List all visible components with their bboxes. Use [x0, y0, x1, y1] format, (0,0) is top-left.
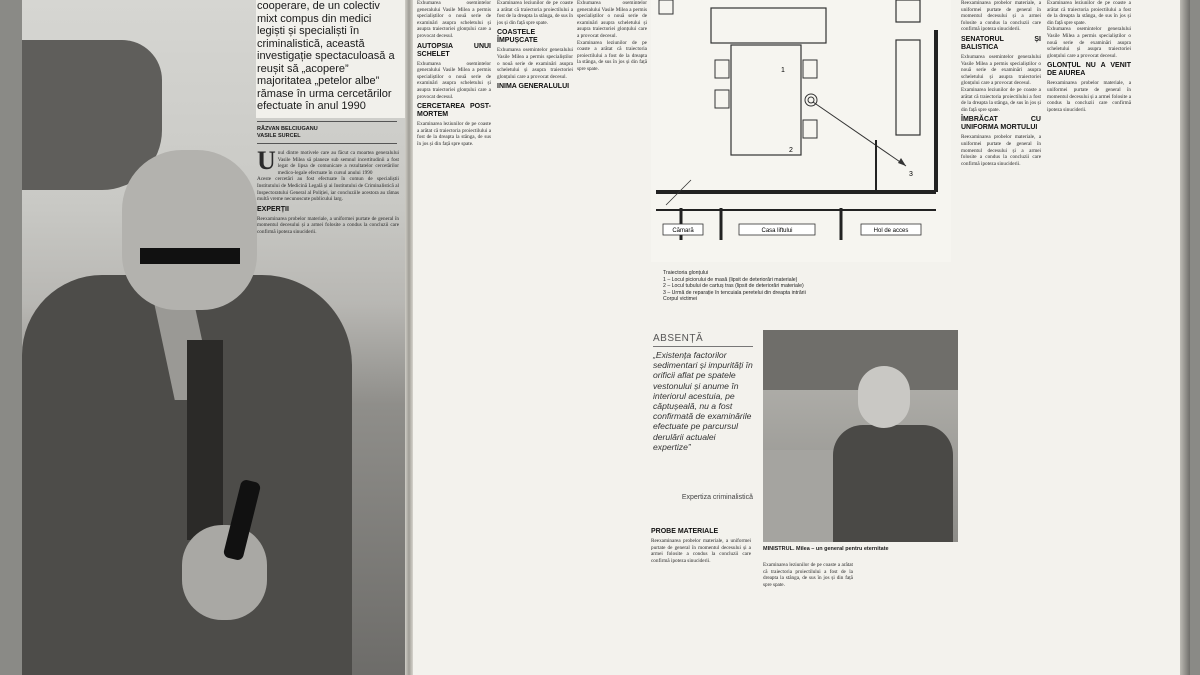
- censor-bar: [140, 248, 240, 264]
- bylines: [257, 126, 318, 140]
- subhead-ribs: COASTELE ÎMPUȘCATE: [497, 29, 538, 45]
- body-text: Exhumarea osemintelor generalului Vasile Milea a permis specialiștilor o nouă serie de examinări asupra scheletului și asupra traiectoriei glonțului care a provocat decesul.: [1047, 26, 1131, 59]
- subhead-uniform: ÎMBRĂCAT CU UNIFORMA MORTULUI: [961, 116, 1041, 132]
- marker-2: 2: [789, 147, 793, 154]
- left-page: [22, 0, 405, 675]
- column-2: [417, 0, 491, 675]
- hand-shape: [182, 525, 267, 620]
- sidebar-label: ABSENȚĂ: [653, 333, 704, 344]
- subhead-probe: PROBE MATERIALE: [651, 528, 719, 535]
- uniform-shape: [833, 425, 953, 542]
- legend-item: 3 – Urmă de reparație în tencuiala peretelui din dreapta intrării: [663, 289, 806, 296]
- room-label-right: Hol de acces: [873, 228, 909, 234]
- page-edge: [1180, 0, 1190, 675]
- subhead-heart: INIMA GENERALULUI: [497, 83, 570, 91]
- room-label-left: Cămară: [672, 228, 694, 234]
- body-text: Reexaminarea probelor materiale, a uniformei purtate de general în momentul decesului și a armei folosite a condus la concluzii care confirmă ipoteza sinuciderii.: [1047, 80, 1131, 113]
- body-text: Aceste cercetări au fost efectuate în comun de specialiștii Institutului de Medicină Legală și ai Institutului de Criminalistică al Inspectoratului General al Poliției, iar concluziile acestora au rămas multă vreme necunoscute publicului larg.: [257, 176, 399, 203]
- body-text: Examinarea leziunilor de pe coaste a arătat că traiectoria proiectilului a fost de la dreapta la stânga, de sus în jos și din față spre spate.: [417, 121, 491, 147]
- body-text: Examinarea leziunilor de pe coaste a arătat că traiectoria proiectilului a fost de la dreapta la stânga, de sus în jos și din față spre spate.: [961, 86, 1041, 113]
- legend-item: Traiectoria glonțului: [663, 270, 709, 276]
- lead-text: nul dintre motivele care au făcut ca moartea generalului Vasile Milea să planeze sub semnul incertitudinii a fost legat de lipsa de comunicare a rezultatelor cercetărilor medico-legale efectuate în cursul anului 1990: [277, 150, 399, 176]
- body-text: Examinarea leziunilor de pe coaste a arătat că traiectoria proiectilului a fost de la dreapta la stânga, de sus în jos și din față spre spate.: [577, 39, 647, 72]
- column-bottom-2: [763, 562, 853, 675]
- article-deck: cooperare, de un colectiv mixt compus din medici legiști și specialiști în criminalistică, această investigație spectaculoasă a reușit să „acopere” majoritatea „petelor albe” rămase în urma cercetărilor efectuate în anul 1990: [257, 0, 395, 112]
- byline-2: VASILE SURCEL: [257, 133, 301, 139]
- sidebar-rule: [653, 346, 753, 347]
- subhead-autopsy: AUTOPSIA UNUI SCHELET: [417, 42, 491, 58]
- body-text: Reexaminarea probelor materiale, a uniformei purtate de general în momentul decesului și a armei folosite a condus la concluzii care confirmă ipoteza sinuciderii.: [651, 538, 751, 564]
- column-bottom-1: [651, 525, 751, 675]
- body-text: Exhumarea osemintelor generalului Vasile Milea a permis specialiștilor o nouă serie de examinări asupra scheletului și asupra traiectoriei glonțului care a provocat decesul.: [497, 47, 573, 80]
- deck-rule: [257, 121, 397, 122]
- body-text: Exhumarea osemintelor generalului Vasile Milea a permis specialiștilor o nouă serie de examinări asupra scheletului și asupra traiectoriei glonțului care a provocat decesul.: [417, 60, 491, 100]
- body-text: Exhumarea osemintelor generalului Vasile Milea a permis specialiștilor o nouă serie de examinări asupra scheletului și asupra traiectoriei glonțului care a provocat decesul.: [577, 0, 647, 39]
- column-3: [497, 0, 573, 675]
- sidebar-quote: „Existența factorilor sedimentari și impurități în orificii aflat pe spatele vestonului și anume în interiorul acestuia, pe căptușeală, nu a fost confirmată de examinările efectuate pe parcursul derulării actualei expertize”: [653, 350, 753, 452]
- body-text: Examinarea leziunilor de pe coaste a arătat că traiectoria proiectilului a fost de la dreapta la stânga, de sus în jos și din față spre spate.: [497, 0, 573, 26]
- body-text: Examinarea leziunilor de pe coaste a arătat că traiectoria proiectilului a fost de la dreapta la stânga, de sus în jos și din față spre spate.: [763, 562, 853, 588]
- spine-gutter: [405, 0, 413, 675]
- floor-plan-diagram: [651, 0, 951, 262]
- legend-item: Corpul victimei: [663, 296, 698, 302]
- marker-3: 3: [909, 171, 913, 178]
- subhead-senator: SENATORUL ȘI BALISTICA: [961, 35, 1041, 51]
- byline-rule: [257, 143, 397, 144]
- subhead-postmortem: CERCETAREA POST-MORTEM: [417, 103, 491, 119]
- diagram-legend: [663, 270, 806, 303]
- minister-photo: [763, 330, 958, 542]
- subhead-experts: EXPERȚII: [257, 205, 289, 213]
- right-page: [413, 0, 1190, 675]
- body-text: Reexaminarea probelor materiale, a uniformei purtate de general în momentul decesului și a armei folosite a condus la concluzii care confirmă ipoteza sinuciderii.: [961, 0, 1041, 33]
- subhead-bullet: GLONȚUL NU A VENIT DE AIUREA: [1047, 62, 1131, 78]
- lead-column: [257, 150, 399, 670]
- body-text: Exhumarea osemintelor generalului Vasile Milea a permis specialiștilor o nouă serie de examinări asupra scheletului și asupra traiectoriei glonțului care a provocat decesul.: [417, 0, 491, 39]
- column-right-2: [1047, 0, 1131, 675]
- legend-item: 1 – Locul piciorului de masă (lipsit de deteriorări materiale): [663, 276, 798, 283]
- dropcap: U: [257, 150, 276, 175]
- head-shape: [858, 366, 910, 428]
- body-text: Examinarea leziunilor de pe coaste a arătat că traiectoria proiectilului a fost de la dreapta la stânga, de sus în jos și din față spre spate.: [1047, 0, 1131, 26]
- tie-shape: [187, 340, 223, 540]
- marker-1: 1: [781, 67, 785, 74]
- room-label-center: Casa liftului: [761, 228, 793, 234]
- photo-caption: MINISTRUL. Milea – un general pentru eternitate: [763, 546, 889, 552]
- sidebar-source: Expertiza criminalistică: [681, 494, 753, 501]
- body-text: Exhumarea osemintelor generalului Vasile Milea a permis specialiștilor o nouă serie de examinări asupra scheletului și asupra traiectoriei glonțului care a provocat decesul.: [961, 53, 1041, 87]
- body-text: Reexaminarea probelor materiale, a uniformei purtate de general în momentul decesului și a armei folosite a condus la concluzii care confirmă ipoteza sinuciderii.: [961, 134, 1041, 167]
- legend-item: 2 – Locul tubului de cartuș tras (lipsit de deteriorări materiale): [663, 283, 804, 289]
- column-right-1: [961, 0, 1041, 675]
- head-shape: [122, 150, 257, 310]
- byline-1: RĂZVAN BELCIUGANU: [257, 126, 318, 132]
- body-text: Reexaminarea probelor materiale, a uniformei purtate de general în momentul decesului și a armei folosite a condus la concluzii care confirmă ipoteza sinuciderii.: [257, 215, 399, 235]
- column-4: [577, 0, 647, 675]
